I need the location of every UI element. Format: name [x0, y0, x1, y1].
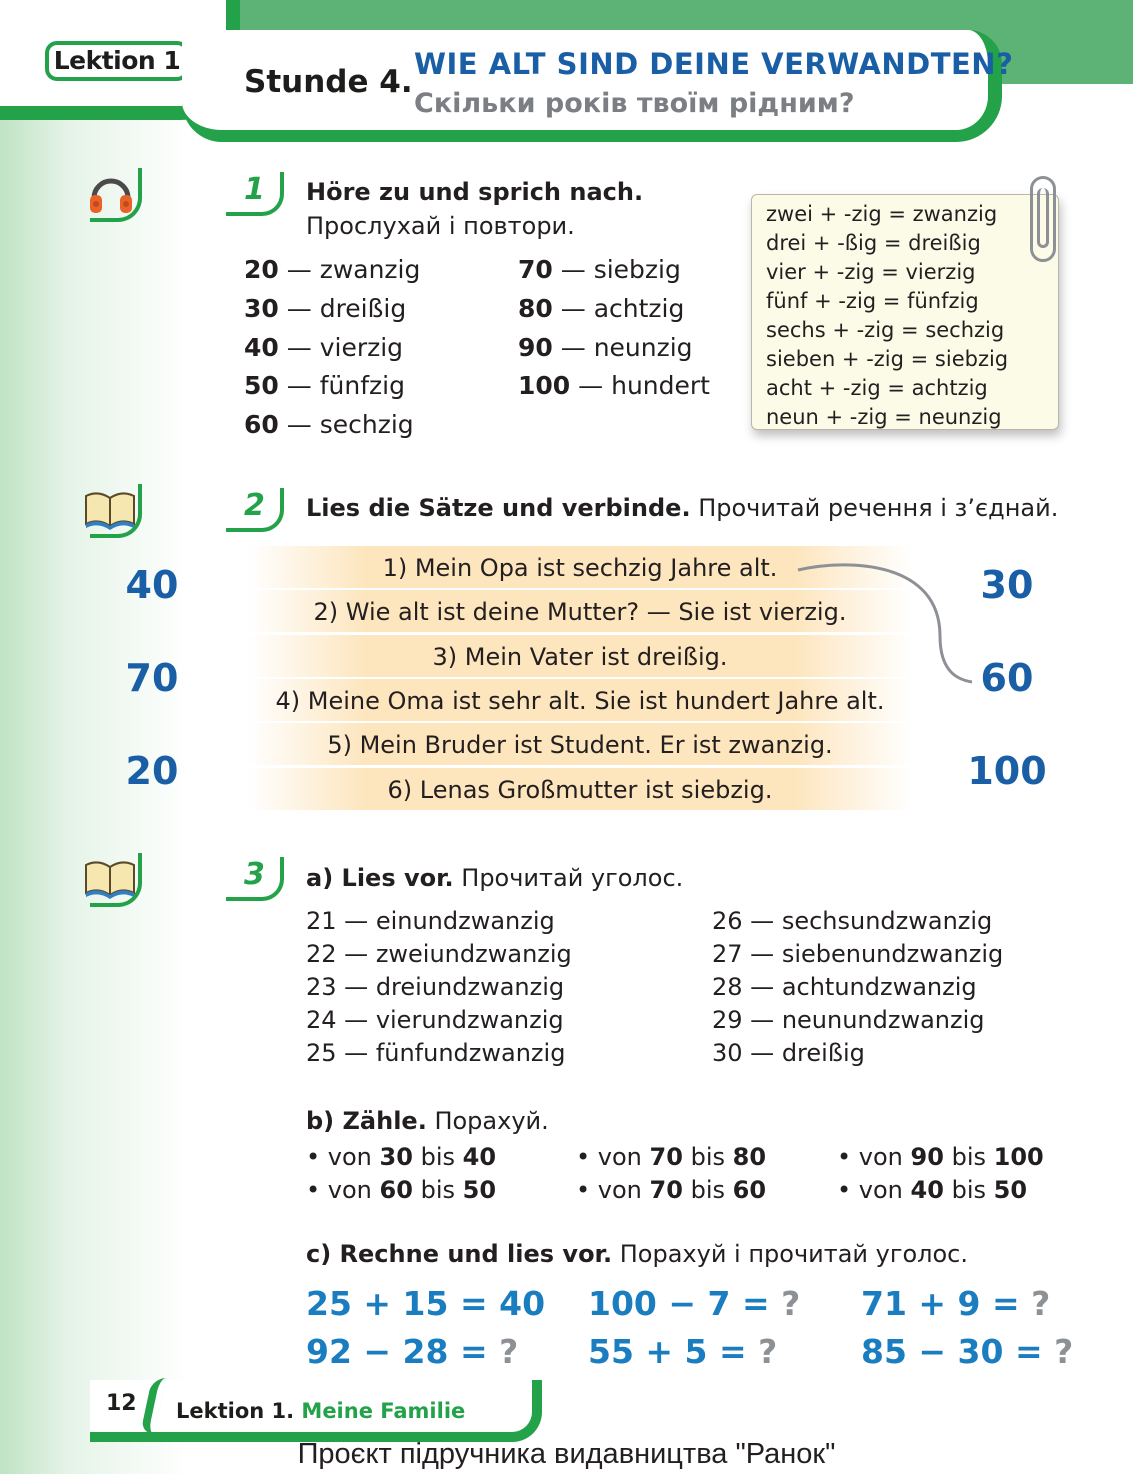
publisher-note: Проєкт підручника видавництва "Ранок": [297, 1438, 836, 1470]
list-item: 26 — sechsundzwanzig: [712, 907, 993, 935]
sentence-1[interactable]: 1) Mein Opa ist sechzig Jahre alt.: [248, 546, 912, 590]
paperclip-inner: [1037, 188, 1049, 248]
equation: 25 + 15 = 40: [306, 1284, 546, 1323]
list-item: 30 — dreißig: [244, 294, 407, 323]
list-item: 100 — hundert: [518, 371, 710, 400]
left-number[interactable]: 70: [125, 656, 179, 700]
count-item: • von 60 bis 50: [306, 1176, 497, 1204]
note-line: acht + -zig = achtzig: [766, 376, 988, 400]
note-line: sechs + -zig = sechzig: [766, 318, 1005, 342]
sentence-5[interactable]: 5) Mein Bruder ist Student. Er ist zwanzig.: [248, 723, 912, 767]
sentence-4[interactable]: 4) Meine Oma ist sehr alt. Sie ist hundert Jahre alt.: [248, 679, 912, 723]
list-item: 29 — neunundzwanzig: [712, 1006, 985, 1034]
equation: 85 − 30 = ?: [861, 1332, 1074, 1371]
right-number[interactable]: 100: [967, 749, 1047, 793]
ex1-instruction-uk: Прослухай і повтори.: [306, 212, 575, 240]
list-item: 40 — vierzig: [244, 333, 404, 362]
sentence-6[interactable]: 6) Lenas Großmutter ist siebzig.: [248, 768, 912, 812]
count-item: • von 70 bis 80: [576, 1143, 767, 1171]
page-subtitle: Скільки років твоїм рідним?: [414, 88, 855, 119]
footer-title: Lektion 1. Meine Familie: [176, 1399, 466, 1423]
note-line: drei + -ßig = dreißig: [766, 231, 981, 255]
note-line: sieben + -zig = siebzig: [766, 347, 1009, 371]
page-title: WIE ALT SIND DEINE VERWANDTEN?: [414, 47, 1014, 81]
list-item: 22 — zweiundzwanzig: [306, 940, 572, 968]
exercise-3-number: 3: [226, 857, 286, 901]
list-item: 27 — siebenundzwanzig: [712, 940, 1004, 968]
count-item: • von 40 bis 50: [837, 1176, 1028, 1204]
list-item: 25 — fünfundzwanzig: [306, 1039, 566, 1067]
ex3c-instruction: c) Rechne und lies vor. Порахуй і прочитай уголос.: [306, 1240, 968, 1268]
ex3b-instruction: b) Zähle. Порахуй.: [306, 1107, 549, 1135]
note-line: vier + -zig = vierzig: [766, 260, 976, 284]
equation: 92 − 28 = ?: [306, 1332, 519, 1371]
ex2-instruction: Lies die Sätze und verbinde. Прочитай речення і з’єднай.: [306, 494, 1059, 522]
list-item: 24 — vierundzwanzig: [306, 1006, 564, 1034]
lesson-badge: Lektion 1: [46, 42, 188, 80]
equation: 55 + 5 = ?: [588, 1332, 778, 1371]
equation: 100 − 7 = ?: [588, 1284, 801, 1323]
list-item: 70 — siebzig: [518, 255, 681, 284]
count-item: • von 70 bis 60: [576, 1176, 767, 1204]
right-number[interactable]: 30: [980, 563, 1034, 607]
count-item: • von 30 bis 40: [306, 1143, 497, 1171]
note-line: fünf + -zig = fünfzig: [766, 289, 979, 313]
headphones-icon: [84, 168, 142, 224]
left-number[interactable]: 20: [125, 749, 179, 793]
page-number: 12: [106, 1391, 137, 1416]
exercise-1-number: 1: [226, 172, 286, 216]
right-number[interactable]: 60: [980, 656, 1034, 700]
list-item: 28 — achtundzwanzig: [712, 973, 977, 1001]
list-item: 21 — einundzwanzig: [306, 907, 555, 935]
ex1-instruction-de: Höre zu und sprich nach.: [306, 178, 644, 206]
left-number[interactable]: 40: [125, 563, 179, 607]
open-book-icon: [84, 853, 142, 909]
list-item: 30 — dreißig: [712, 1039, 865, 1067]
rule-note: [751, 194, 1059, 430]
sentence-3[interactable]: 3) Mein Vater ist dreißig.: [248, 635, 912, 679]
list-item: 90 — neunzig: [518, 333, 693, 362]
list-item: 80 — achtzig: [518, 294, 685, 323]
exercise-2-number: 2: [226, 488, 286, 532]
equation: 71 + 9 = ?: [861, 1284, 1051, 1323]
sentence-2[interactable]: 2) Wie alt ist deine Mutter? — Sie ist vierzig.: [248, 590, 912, 634]
open-book-icon: [84, 484, 142, 540]
note-line: zwei + -zig = zwanzig: [766, 202, 998, 226]
list-item: 23 — dreiundzwanzig: [306, 973, 565, 1001]
lesson-number: Stunde 4.: [244, 64, 413, 100]
list-item: 50 — fünfzig: [244, 371, 405, 400]
note-line: neun + -zig = neunzig: [766, 405, 1002, 429]
count-item: • von 90 bis 100: [837, 1143, 1044, 1171]
list-item: 60 — sechzig: [244, 410, 414, 439]
list-item: 20 — zwanzig: [244, 255, 421, 284]
ex3a-instruction: a) Lies vor. Прочитай уголос.: [306, 864, 684, 892]
